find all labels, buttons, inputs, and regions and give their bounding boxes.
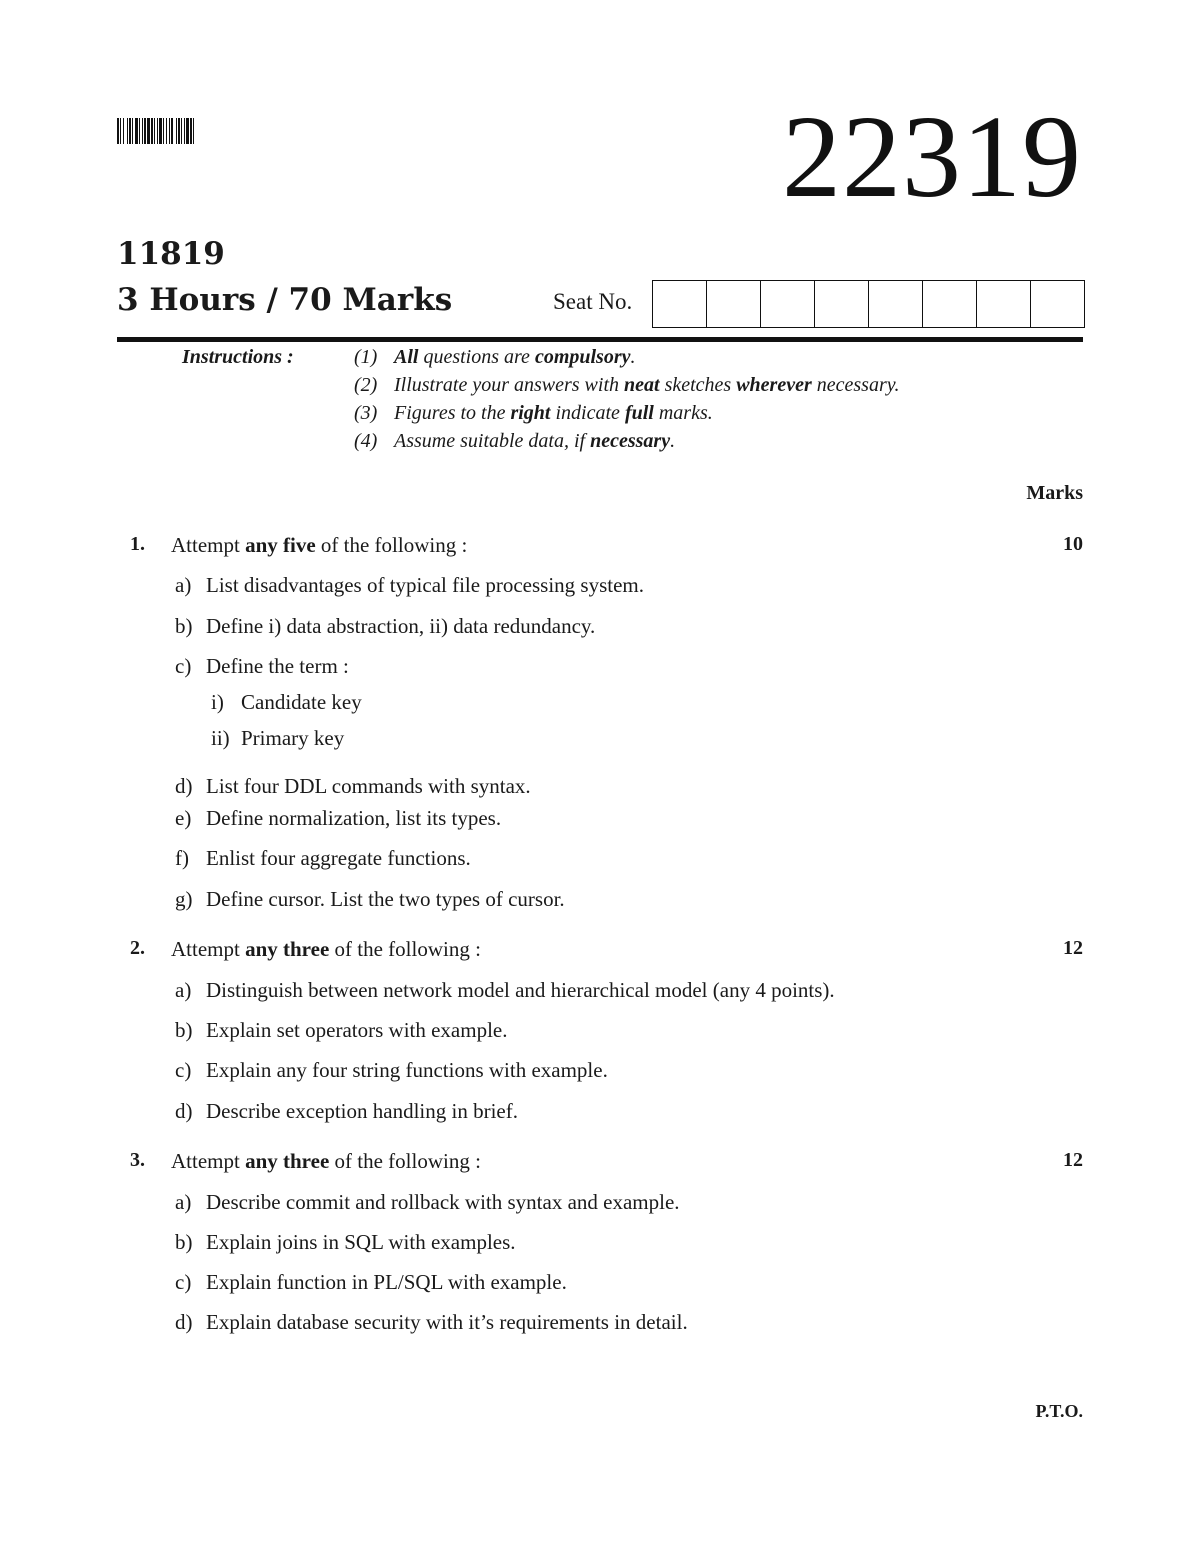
question-item <box>175 1190 680 1215</box>
question-number: 3. <box>130 1149 145 1171</box>
question-item-letter: c) <box>175 1270 192 1294</box>
instruction-text: . <box>670 430 676 452</box>
question-item-letter: c) <box>175 654 192 678</box>
instruction-text: Figures to the <box>394 402 511 424</box>
instruction-emphasis: necessary <box>590 430 671 452</box>
header-divider <box>117 337 1083 342</box>
question-instruction-post: of the following : <box>329 937 481 961</box>
question-item-text: Define cursor. List the two types of cursor. <box>206 887 565 911</box>
instruction-text: Illustrate your answers with <box>394 374 625 396</box>
question-item-letter: b) <box>175 614 193 638</box>
question-item-letter: b) <box>175 1018 193 1042</box>
seat-number-boxes[interactable] <box>652 280 1085 328</box>
question-item-letter: g) <box>175 887 193 911</box>
paper-code: 22319 <box>782 91 1082 222</box>
question-item <box>175 1230 516 1255</box>
question-item-text: Explain any four string functions with example. <box>206 1058 608 1082</box>
marks-column-heading: Marks <box>1026 482 1083 504</box>
question-instruction <box>171 937 481 962</box>
question-item <box>175 887 565 912</box>
instruction-item <box>354 402 713 425</box>
instruction-item <box>354 430 675 453</box>
duration-marks: 3 Hours / 70 Marks <box>117 282 453 318</box>
question-subitem <box>211 690 362 715</box>
question-item-letter: b) <box>175 1230 193 1254</box>
seat-number-box[interactable] <box>815 281 869 327</box>
instruction-item <box>354 374 900 397</box>
instruction-emphasis: All <box>394 346 419 368</box>
instructions-label: Instructions : <box>182 346 294 368</box>
question-subitem-text: Primary key <box>241 726 345 750</box>
seat-number-box[interactable] <box>977 281 1031 327</box>
instruction-text: sketches <box>659 374 737 396</box>
question-item-letter: a) <box>175 1190 192 1214</box>
question-item-letter: c) <box>175 1058 192 1082</box>
question-item-text: Explain set operators with example. <box>206 1018 508 1042</box>
question-instruction-pre: Attempt <box>171 937 246 961</box>
question-subitem <box>211 726 344 751</box>
question-marks: 12 <box>1063 937 1083 959</box>
question-instruction <box>171 1149 481 1174</box>
instruction-number: (2) <box>354 374 378 396</box>
question-instruction-emphasis: any five <box>245 533 316 557</box>
question-item <box>175 1099 518 1124</box>
question-item-text: Explain function in PL/SQL with example. <box>206 1270 567 1294</box>
question-item <box>175 774 531 799</box>
question-instruction-emphasis: any three <box>245 937 330 961</box>
question-item <box>175 1058 608 1083</box>
question-instruction <box>171 533 467 558</box>
question-subitem-letter: ii) <box>211 726 230 750</box>
seat-number-box[interactable] <box>653 281 707 327</box>
instruction-text: questions are <box>418 346 535 368</box>
question-item-text: List disadvantages of typical file processing system. <box>206 573 644 597</box>
instruction-text: . <box>630 346 636 368</box>
question-item <box>175 1270 567 1295</box>
question-item-text: Explain joins in SQL with examples. <box>206 1230 516 1254</box>
question-instruction-pre: Attempt <box>171 533 246 557</box>
instruction-text: indicate <box>550 402 625 424</box>
question-item <box>175 654 349 679</box>
seat-number-box[interactable] <box>1031 281 1084 327</box>
question-subitem-text: Candidate key <box>241 690 362 714</box>
question-item-text: Define the term : <box>206 654 349 678</box>
exam-code: 11819 <box>117 236 225 272</box>
instruction-text: Assume suitable data, if <box>394 430 591 452</box>
question-item <box>175 1310 688 1335</box>
question-item-letter: d) <box>175 1099 193 1123</box>
question-item <box>175 978 835 1003</box>
question-item-text: Describe commit and rollback with syntax and example. <box>206 1190 680 1214</box>
instruction-emphasis: neat <box>624 374 660 396</box>
seat-number-box[interactable] <box>923 281 977 327</box>
question-item-letter: d) <box>175 1310 193 1334</box>
question-item-letter: f) <box>175 846 189 870</box>
instruction-emphasis: compulsory <box>534 346 631 368</box>
question-marks: 12 <box>1063 1149 1083 1171</box>
instruction-text: marks. <box>653 402 713 424</box>
question-item-text: Describe exception handling in brief. <box>206 1099 518 1123</box>
question-item-text: Define normalization, list its types. <box>206 806 502 830</box>
instruction-number: (4) <box>354 430 378 452</box>
question-item-letter: a) <box>175 573 192 597</box>
question-item-text: Enlist four aggregate functions. <box>206 846 471 870</box>
seat-number-box[interactable] <box>869 281 923 327</box>
seat-number-box[interactable] <box>761 281 815 327</box>
seat-number-label: Seat No. <box>553 289 633 314</box>
instruction-number: (1) <box>354 346 378 368</box>
question-item-text: Distinguish between network model and hierarchical model (any 4 points). <box>206 978 835 1002</box>
question-marks: 10 <box>1063 533 1083 555</box>
question-instruction-post: of the following : <box>315 533 468 557</box>
question-item <box>175 806 501 831</box>
instruction-emphasis: wherever <box>736 374 812 396</box>
instruction-emphasis: full <box>624 402 654 424</box>
question-item <box>175 1018 508 1043</box>
instruction-emphasis: right <box>510 402 551 424</box>
question-subitem-letter: i) <box>211 690 224 714</box>
barcode-icon <box>117 118 273 144</box>
question-instruction-post: of the following : <box>329 1149 481 1173</box>
question-item-letter: d) <box>175 774 193 798</box>
instruction-text: necessary. <box>811 374 900 396</box>
seat-number-box[interactable] <box>707 281 761 327</box>
question-item <box>175 846 471 871</box>
question-instruction-pre: Attempt <box>171 1149 246 1173</box>
question-item-letter: a) <box>175 978 192 1002</box>
question-instruction-emphasis: any three <box>245 1149 330 1173</box>
question-item <box>175 573 644 598</box>
question-item-text: Explain database security with it’s requirements in detail. <box>206 1310 688 1334</box>
page-turn-over: P.T.O. <box>1035 1401 1083 1421</box>
question-item-letter: e) <box>175 806 192 830</box>
question-number: 1. <box>130 533 145 555</box>
question-item-text: List four DDL commands with syntax. <box>206 774 531 798</box>
instruction-number: (3) <box>354 402 378 424</box>
question-item <box>175 614 595 639</box>
question-item-text: Define i) data abstraction, ii) data redundancy. <box>206 614 596 638</box>
instruction-item <box>354 346 636 369</box>
question-number: 2. <box>130 937 145 959</box>
